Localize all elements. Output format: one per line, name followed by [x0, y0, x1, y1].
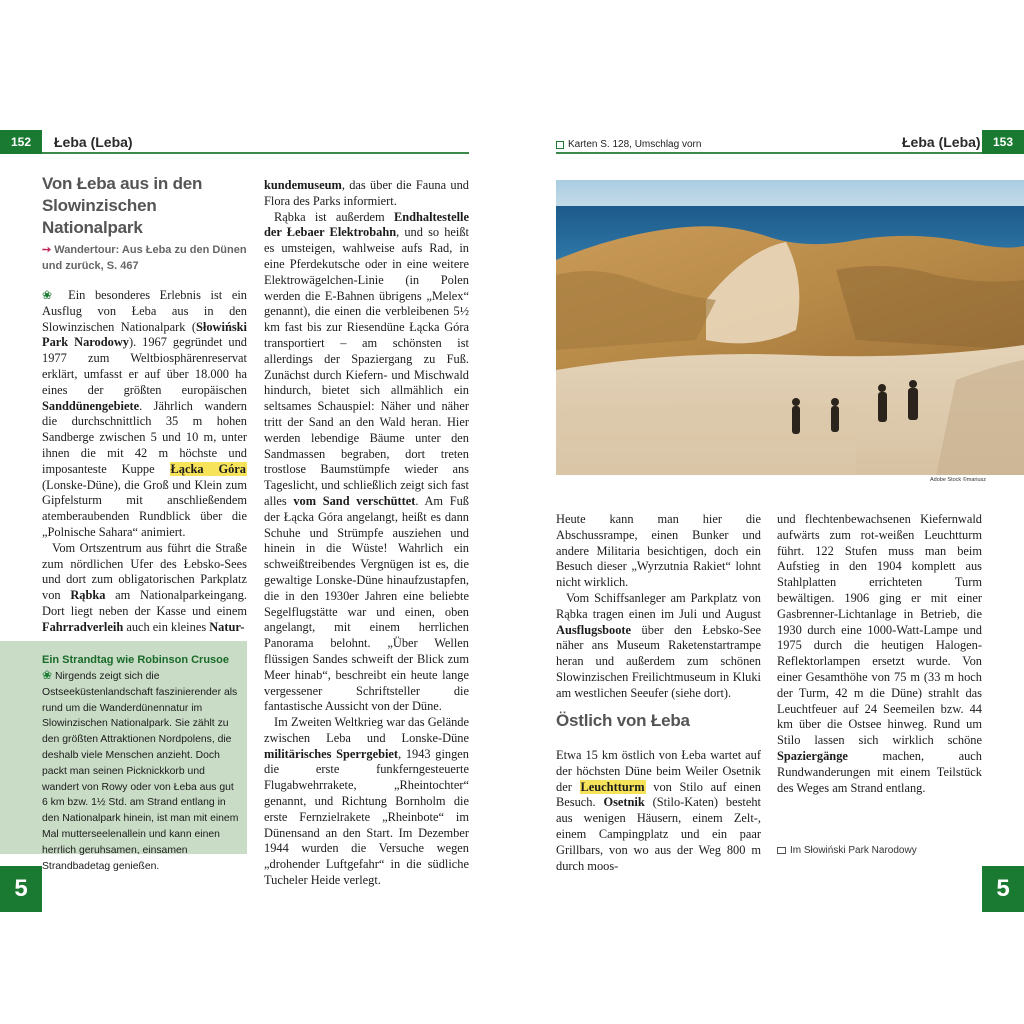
photo-icon [777, 847, 786, 854]
left-chapter-tab: 5 [0, 866, 42, 912]
left-header-title: Łeba (Leba) [54, 134, 133, 150]
highlight-leuchtturm[interactable]: Leuchtturm [580, 779, 645, 794]
info-box-text: ❀ Nirgends zeigt sich die Ostseeküstenlandschaft faszinierender als rund um die Wanderdünennatur im Slowinzischen Nationalpark. Sie zählt zu den größten Attraktionen Nordpolens, die deshalb viele Menschen anzieht. Doch packt man seinen Picknickkorb und wandert von Rowy oder von Łeba aus gut 6 km bzw. 1½ Std. am Strand entlang in den Nationalpark hinein, ist man mit einem Mal mutterseelenallein und kann einen herrlich geruhsamen, einsamen Strandbadetag genießen. [42, 668, 239, 872]
right-column-1: Heute kann man hier die Abschussrampe, einen Bunker und andere Militaria besichtigen, doch ein Besuch dieser „Wyrzutnia Rakiet“ lohnt nicht wirklich. Vom Schiffsanleger am Parkplatz von Rąbka tragen einen im Juli und August Ausflugsboote über den Łebsko-See näher ans Museum Raketenstartrampe heran und außerdem zum schönen Slowinzischen Freilichtmuseum in Kluki am westlichen Seeufer (siehe dort). [556, 512, 761, 700]
right-chapter-tab: 5 [982, 866, 1024, 912]
right-header-rule [556, 152, 982, 154]
left-header-rule [42, 152, 469, 154]
leaf-icon: ❀ [42, 288, 59, 302]
info-box-title: Ein Strandtag wie Robinson Crusoe [42, 654, 230, 666]
cross-reference[interactable] [42, 242, 247, 274]
map-icon [556, 141, 564, 149]
right-page-number: 153 [982, 130, 1024, 154]
dune-photo [556, 180, 1024, 475]
section-heading: Von Łeba aus in den Slowinzischen Nationalpark [42, 174, 203, 237]
map-reference[interactable] [556, 139, 701, 150]
photo-credit: Adobe Stock ©mariusz [930, 477, 987, 483]
leaf-icon: ❀ [42, 668, 53, 682]
arrow-icon: ➙ [42, 244, 52, 256]
cross-reference-text: Wandertour: Aus Łeba zu den Dünen und zurück, S. 467 [42, 244, 247, 272]
left-column-1: ❀ Ein besonderes Erlebnis ist ein Ausflug von Łeba aus in den Slowinzischen Nationalpark (Słowiński Park Narodowy). 1967 gegründet und 1977 zum Weltbiosphärenreservat erklärt, umfasst er auf über 18.000 ha eines der größten europäischen Sanddünengebiete. Jährlich wandern die durchschnittlich 35 m hohen Sandberge zwischen 5 und 10 m, unter ihnen die mit 42 m höchste und imposanteste Kuppe Łącka Góra (Lonske-Düne), die Groß und Klein zum Gipfelsturm mit anschließendem atemberaubenden Rundblick über die „Polnische Sahara“ animiert. Vom Ortszentrum aus führt die Straße zum nördlichen Ufer des Łebsko-Sees und dort zum obligatorischen Parkplatz von Rąbka am Nationalparkeingang. Dort liegt neben der Kasse und einem Fahrradverleih auch ein kleines Natur- [42, 288, 248, 634]
photo-caption-text: Im Słowiński Park Narodowy [790, 845, 917, 856]
section-heading-east: Östlich von Łeba [556, 711, 690, 730]
map-reference-text: Karten S. 128, Umschlag vorn [568, 139, 702, 150]
highlight-lacka-gora[interactable]: Łącka Góra [170, 461, 246, 476]
right-header-title: Łeba (Leba) [902, 134, 981, 150]
info-box [0, 641, 247, 872]
left-page-number: 152 [0, 130, 42, 154]
right-column-1-lower: Etwa 15 km östlich von Łeba wartet auf der höchsten Düne beim Weiler Osetnik der Leuchtturm von Stilo auf einen Besuch. Osetnik (Stilo-Katen) besteht aus wenigen Häusern, einem Zelt-, einem Campingplatz und ein paar Grillbars, von wo aus der Weg 800 m durch moos- [556, 748, 762, 873]
left-column-2: kundemuseum, das über die Fauna und Flora des Parks informiert. Rąbka ist außerdem Endhaltestelle der Łebaer Elektrobahn, und so heißt es umsteigen, wahlweise aufs Rad, in eine Pferdekutsche oder in eine weitere Elektrowägelchen-Linie (in Polen werden die E-Bahnen übrigens „Melex“ genannt), die einen die verbleibenen 5½ km fast bis zur Riesendüne Łącka Góra transportiert – am schönsten ist allerdings der Spaziergang zu Fuß. Zunächst durch Kiefern- und Mischwald hindurch, bietet sich allmählich ein seltsames Schauspiel: Näher und näher tritt der Sand an den Wald heran. Hier werden lebendige Bäume unter den Sandmassen begraben, dort treten trostlose Baumstümpfe wieder ans Tageslicht, und schließlich zeigt sich fast alles vom Sand verschüttet. Am Fuß der Łącka Góra angelangt, heißt es dann Schuhe und Strümpfe ausziehen und hinein in die Wüste! Wahrlich ein schweißtreibendes Vergnügen ist es, die gewaltige Lonske-Düne hinaufzustapfen, die in den 1930er Jahren eine beliebte Segelflugstätte war und einen, oben angelangt, mit einem herrlichen Panorama belohnt. „Über Wellen flüssigen Sandes schweift der Blick zum Meer hinab“, beschreibt ein heute lange vergessener Schriftsteller die fantastische Aussicht von der Düne. Im Zweiten Weltkrieg war das Gelände zwischen Leba und Lonske-Düne militärisches Sperrgebiet, 1943 gingen die erste funkferngesteuerte Flugabwehrrakete, „Rheintochter“ genannt, und Richtung Bornholm die erste Fernzielrakete „Rheinbote“ im Dünensand an den Start. Im Dezember 1944 wurden die Versuche wegen „drohender Luftgefahr“ in die südliche Tucheler Heide verlegt. [264, 178, 469, 888]
photo-caption [777, 845, 917, 856]
right-column-2: und flechtenbewachsenen Kiefernwald aufwärts zum rot-weißen Leuchtturm führt. 122 Stufen muss man beim Aufstieg in den 1904 komplett aus Stahlplatten errichteten Turm bewältigen. 1906 ging er mit einer Gasbrenner-Lichtanlage in Betrieb, die 1930 durch eine 1000-Watt-Lampe und 1975 durch die heutigen Halogen-Reflektorlampen ersetzt wurde. Von einer Gesamthöhe von 75 m (33 m hoch der Turm, 42 m die Düne) strahlt das Leuchtfeuer auf 24 Seemeilen bzw. 44 km über die Ostsee hinweg. Rund um Stilo lassen sich wirklich schöne Spaziergänge machen, auch Rundwanderungen mit einem Teilstück des Weges am Strand entlang. [777, 512, 982, 795]
